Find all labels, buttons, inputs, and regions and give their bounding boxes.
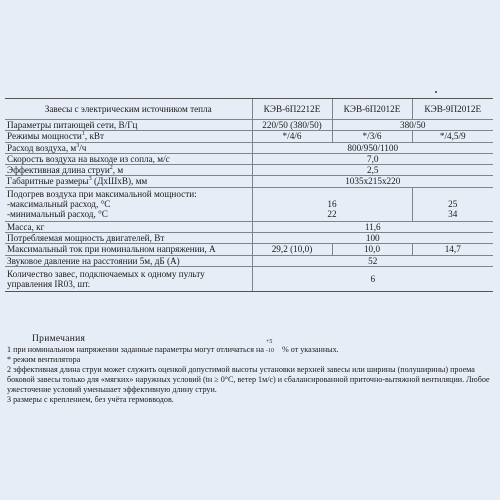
table-row: [5, 255, 493, 266]
model-2-header: КЭВ-6П2012Е: [332, 99, 412, 120]
note-3: 3 размеры с креплением, без учёта гермовводов.: [7, 395, 174, 404]
row-label: Расход воздуха, $м^3/ч$: [5, 142, 252, 153]
table-row: [5, 176, 493, 187]
cell-value: */3/6: [332, 131, 412, 142]
cell-value: 380/50: [332, 120, 493, 131]
cell-value: 220/50 (380/50): [252, 120, 332, 131]
cell-value: 800/950/1100: [252, 142, 493, 153]
tolerance-mark: +5 -10: [265, 339, 274, 354]
notes-section: [7, 334, 493, 405]
cell-value: 14,7: [412, 244, 493, 255]
row-label: Звуковое давление на расстоянии 5м, дБ (А): [5, 255, 252, 266]
cell-value: 29,2 (10,0): [252, 244, 332, 255]
row-label: Габаритные размеры$^3$ (ДхШхВ), мм: [5, 176, 252, 187]
note-1: 1 при номинальном напряжении заданные параметры могут отличаться на +5 -10 % от указанных.: [7, 339, 339, 354]
table-row: [5, 165, 493, 176]
model-1-header: КЭВ-6П2212Е: [252, 99, 332, 120]
cell-value: 1035x215x220: [252, 176, 493, 187]
table-row: [5, 233, 493, 244]
table-row: [5, 142, 493, 153]
cell-value: */4,5/9: [412, 131, 493, 142]
cell-value: 25 34: [412, 187, 493, 221]
cell-value: */4/6: [252, 131, 332, 142]
row-label: Потребляемая мощность двигателей, Вт: [5, 233, 252, 244]
cell-value: 11,6: [252, 221, 493, 232]
table-row: [5, 221, 493, 232]
header-label: Завесы с электрическим источником тепла: [5, 99, 252, 120]
row-label: Параметры питающей сети, В/Гц: [5, 120, 252, 131]
table-row: [5, 187, 493, 221]
notes-title: Примечания: [32, 334, 86, 344]
note-2: 2 эффективная длина струи может служить оценкой допустимой высоты установки верхней завесы или ширины (полуширины) проема боковой завесы только для «мягких» наружных условий (tн ≥ 0°С, ветер 1м/с) и сбалансированной приточно-вытяжной вентиляции. Любое ужесточение условий уменьшает эффективную длину струи.: [7, 365, 490, 394]
cell-value: 52: [252, 255, 493, 266]
cell-value: 2,5: [252, 165, 493, 176]
row-label: Эффективная длина струи$^2$, м: [5, 165, 252, 176]
table-row: [5, 153, 493, 164]
cell-value: 16 22: [252, 187, 412, 221]
table-header-row: [5, 99, 493, 120]
cell-value: 100: [252, 233, 493, 244]
note-star: * режим вентилятора: [7, 355, 81, 364]
table-row: [5, 120, 493, 131]
table-row: [5, 244, 493, 255]
row-label: Режимы мощности$^1$, кВт: [5, 131, 252, 142]
cell-value: 10,0: [332, 244, 412, 255]
row-label: Количество завес, подключаемых к одному пульту управления IR03, шт.: [5, 266, 252, 291]
cell-value: 6: [252, 266, 493, 291]
table-row: [5, 131, 493, 142]
row-label: Максимальный ток при номинальном напряжении, А: [5, 244, 252, 255]
row-label: Масса, кг: [5, 221, 252, 232]
model-3-header: КЭВ-9П2012Е: [412, 99, 493, 120]
spec-table: [5, 98, 493, 292]
row-label: Скорость воздуха на выходе из сопла, м/с: [5, 153, 252, 164]
cell-value: 7,0: [252, 153, 493, 164]
row-label: Подогрев воздуха при максимальной мощности: -максимальный расход, °С -минимальный расход, °С: [5, 187, 252, 221]
table-row: [5, 266, 493, 291]
